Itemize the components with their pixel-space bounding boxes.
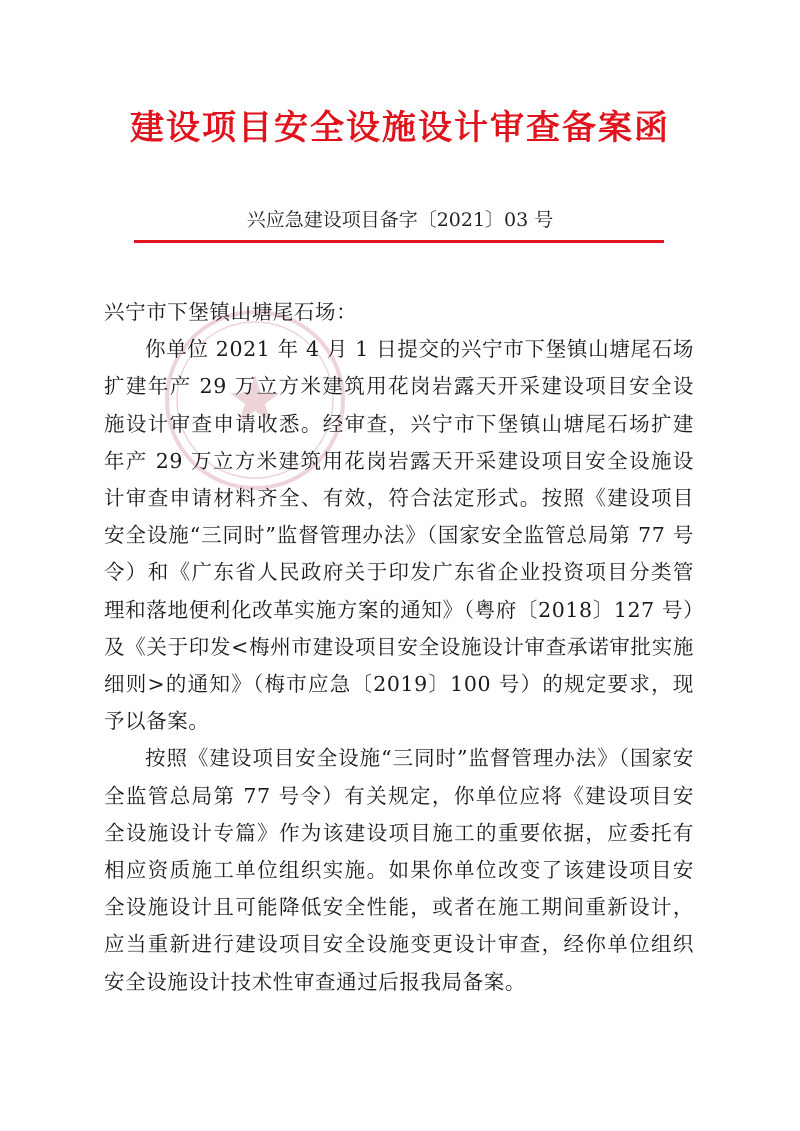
paragraph-2: 按照《建设项目安全设施“三同时”监督管理办法》（国家安全监管总局第 77 号令）有关规定，你单位应将《建设项目安全设施设计专篇》作为该建设项目施工的重要依据，应委托有相应资质施工单位组织实施。如果你单位改变了该建设项目安全设施设计且可能降低安全性能，或者在施工期间重新设计，应当重新进行建设项目安全设施变更设计审查，经你单位组织安全设施设计技术性审查通过后报我局备案。 — [104, 746, 694, 994]
salutation: 兴宁市下堡镇山塘尾石场： — [104, 300, 358, 324]
red-divider-line — [134, 240, 664, 243]
letter-body — [104, 294, 694, 1001]
document-number: 兴应急建设项目备字〔2021〕03 号 — [246, 209, 554, 231]
document-title: 建设项目安全设施设计审查备案函 — [130, 108, 670, 148]
paragraph-1: 你单位 2021 年 4 月 1 日提交的兴宁市下堡镇山塘尾石场扩建年产 29 万立方米建筑用花岗岩露天开采建设项目安全设施设计审查申请收悉。经审查，兴宁市下堡镇山塘尾石场扩建年产 29 万立方米建筑用花岗岩露天开采建设项目安全设施设计审查申请材料齐全、有效，符合法定形式。按照《建设项目安全设施“三同时”监督管理办法》（国家安全监管总局第 77 号令）和《广东省人民政府关于印发广东省企业投资项目分类管理和落地便利化改革实施方案的通知》（粤府〔2018〕127 号）及《关于印发<梅州市建设项目安全设施设计审查承诺审批实施细则>的通知》（梅市应急〔2019〕100 号）的规定要求，现予以备案。 — [104, 337, 694, 734]
